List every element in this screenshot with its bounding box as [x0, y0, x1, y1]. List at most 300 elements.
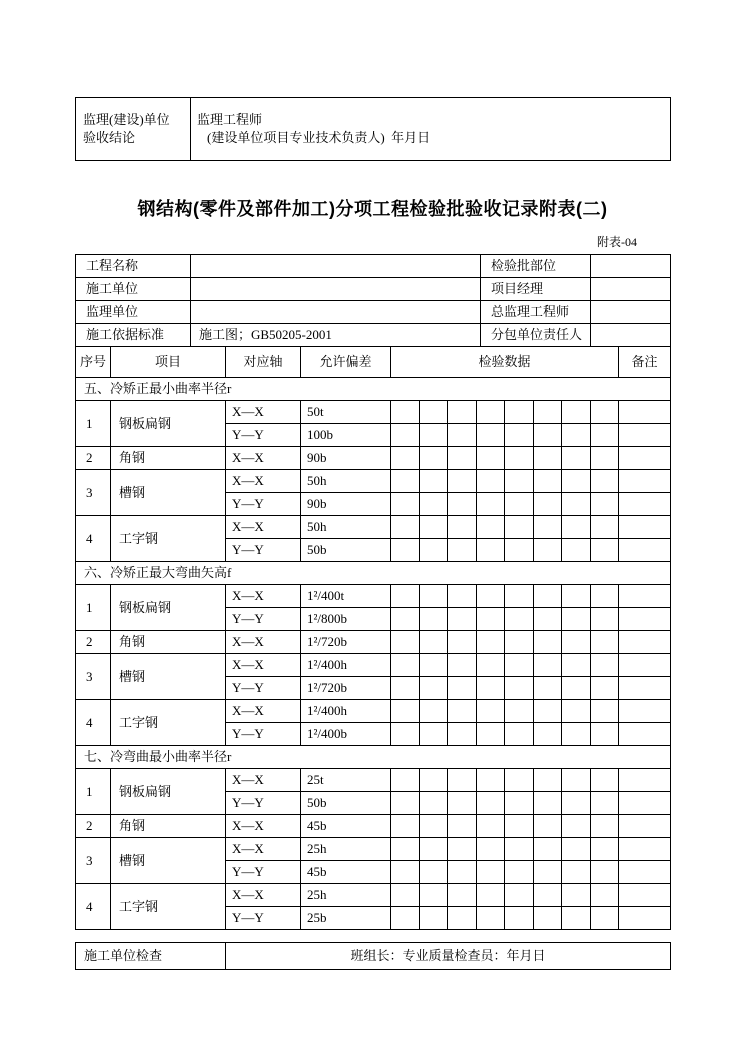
row-remark: [619, 401, 671, 424]
section-row: [76, 746, 671, 769]
inspection-data-cell: [476, 769, 505, 792]
inspection-data-cell: [590, 838, 619, 861]
inspection-data-cell: [505, 539, 534, 562]
inspection-data-cell: [505, 907, 534, 930]
row-tolerance: 45b: [301, 815, 391, 838]
row-tolerance: 45b: [301, 861, 391, 884]
row-seq: 1: [76, 401, 111, 447]
info-value: [191, 255, 481, 278]
info-row: [76, 324, 671, 347]
info-value: [191, 301, 481, 324]
inspection-data-cell: [562, 631, 591, 654]
inspection-data-cell: [476, 677, 505, 700]
row-remark: [619, 654, 671, 677]
row-remark: [619, 631, 671, 654]
row-tolerance: 90b: [301, 493, 391, 516]
inspection-data-cell: [448, 884, 477, 907]
inspection-data-cell: [533, 539, 562, 562]
info-label: 工程名称: [76, 255, 191, 278]
info-value: [591, 255, 671, 278]
inspection-data-cell: [533, 447, 562, 470]
row-tolerance: 1²/800b: [301, 608, 391, 631]
row-seq: 4: [76, 884, 111, 930]
row-remark: [619, 608, 671, 631]
inspection-data-cell: [419, 401, 448, 424]
inspection-data-cell: [562, 654, 591, 677]
data-row: [76, 769, 671, 792]
supervision-content-cell: [191, 98, 671, 161]
row-axis: X—X: [226, 585, 301, 608]
row-tolerance: 1²/400b: [301, 723, 391, 746]
inspection-data-cell: [533, 677, 562, 700]
info-value: [191, 278, 481, 301]
info-label: 施工单位: [76, 278, 191, 301]
inspection-data-cell: [448, 585, 477, 608]
inspection-data-cell: [476, 907, 505, 930]
info-row: [76, 255, 671, 278]
row-remark: [619, 861, 671, 884]
row-axis: Y—Y: [226, 723, 301, 746]
inspection-data-cell: [448, 838, 477, 861]
inspection-data-cell: [448, 608, 477, 631]
row-seq: 2: [76, 815, 111, 838]
inspection-data-cell: [476, 838, 505, 861]
row-remark: [619, 447, 671, 470]
inspection-data-cell: [590, 792, 619, 815]
info-label: 总监理工程师: [481, 301, 591, 324]
row-axis: X—X: [226, 884, 301, 907]
inspection-data-cell: [476, 539, 505, 562]
inspection-data-cell: [476, 585, 505, 608]
inspection-data-cell: [533, 401, 562, 424]
inspection-data-cell: [505, 585, 534, 608]
inspection-data-cell: [476, 631, 505, 654]
inspection-data-cell: [505, 723, 534, 746]
inspection-data-cell: [590, 654, 619, 677]
row-axis: Y—Y: [226, 608, 301, 631]
inspection-data-cell: [391, 470, 420, 493]
inspection-data-cell: [419, 585, 448, 608]
row-remark: [619, 424, 671, 447]
inspection-data-cell: [505, 631, 534, 654]
inspection-data-cell: [476, 884, 505, 907]
inspection-data-cell: [562, 677, 591, 700]
inspection-data-cell: [448, 447, 477, 470]
inspection-data-cell: [505, 861, 534, 884]
inspection-data-cell: [391, 447, 420, 470]
row-seq: 3: [76, 838, 111, 884]
row-remark: [619, 884, 671, 907]
section-row: [76, 378, 671, 401]
section-title: 五、冷矫正最小曲率半径r: [76, 378, 671, 401]
inspection-data-cell: [562, 470, 591, 493]
inspection-data-cell: [562, 792, 591, 815]
inspection-data-cell: [476, 493, 505, 516]
col-header-data: 检验数据: [391, 347, 619, 378]
footer-table: [75, 942, 671, 970]
table-header-row: [76, 347, 671, 378]
inspection-data-cell: [562, 401, 591, 424]
inspection-data-cell: [562, 539, 591, 562]
footer-label-cell: 施工单位检查: [76, 943, 226, 970]
data-row: [76, 654, 671, 677]
inspection-data-cell: [533, 723, 562, 746]
inspection-data-cell: [448, 769, 477, 792]
inspection-data-cell: [476, 700, 505, 723]
inspection-data-cell: [505, 424, 534, 447]
project-info-table: [75, 254, 671, 347]
inspection-data-cell: [590, 815, 619, 838]
inspection-data-cell: [448, 700, 477, 723]
inspection-data-cell: [448, 401, 477, 424]
data-row: [76, 585, 671, 608]
row-item: 槽钢: [111, 654, 226, 700]
row-axis: X—X: [226, 700, 301, 723]
inspection-data-cell: [562, 815, 591, 838]
inspection-data-cell: [505, 838, 534, 861]
row-axis: X—X: [226, 838, 301, 861]
row-seq: 3: [76, 654, 111, 700]
inspection-data-cell: [419, 516, 448, 539]
row-tolerance: 25h: [301, 884, 391, 907]
inspection-data-cell: [562, 424, 591, 447]
data-row: [76, 884, 671, 907]
footer-signature-cell: 班组长：专业质量检查员：年月日: [226, 943, 671, 970]
inspection-data-cell: [448, 792, 477, 815]
supervisor-engineer-line: 监理工程师: [197, 112, 263, 128]
inspection-data-cell: [590, 907, 619, 930]
row-tolerance: 25t: [301, 769, 391, 792]
inspection-data-cell: [391, 723, 420, 746]
inspection-data-cell: [391, 677, 420, 700]
row-axis: X—X: [226, 516, 301, 539]
row-axis: X—X: [226, 654, 301, 677]
inspection-data-cell: [590, 424, 619, 447]
row-tolerance: 1²/400h: [301, 700, 391, 723]
row-remark: [619, 815, 671, 838]
inspection-data-cell: [590, 884, 619, 907]
row-tolerance: 1²/400h: [301, 654, 391, 677]
inspection-data-cell: [505, 447, 534, 470]
inspection-data-cell: [419, 838, 448, 861]
inspection-data-cell: [562, 700, 591, 723]
row-axis: X—X: [226, 401, 301, 424]
inspection-data-cell: [562, 838, 591, 861]
inspection-data-cell: [448, 424, 477, 447]
inspection-data-cell: [562, 861, 591, 884]
inspection-data-cell: [505, 401, 534, 424]
inspection-data-cell: [391, 838, 420, 861]
row-tolerance: 1²/720b: [301, 631, 391, 654]
inspection-data-cell: [505, 516, 534, 539]
info-label: 监理单位: [76, 301, 191, 324]
info-label: 分包单位责任人: [481, 324, 591, 347]
inspection-data-cell: [590, 631, 619, 654]
row-seq: 4: [76, 700, 111, 746]
data-row: [76, 838, 671, 861]
inspection-data-cell: [419, 723, 448, 746]
col-header-seq: 序号: [76, 347, 111, 378]
row-remark: [619, 723, 671, 746]
row-item: 工字钢: [111, 516, 226, 562]
col-header-tolerance: 允许偏差: [301, 347, 391, 378]
row-remark: [619, 493, 671, 516]
inspection-data-cell: [391, 516, 420, 539]
inspection-data-cell: [562, 493, 591, 516]
inspection-data-cell: [419, 677, 448, 700]
inspection-data-cell: [448, 815, 477, 838]
inspection-data-cell: [391, 907, 420, 930]
inspection-data-cell: [391, 769, 420, 792]
row-tolerance: 50b: [301, 539, 391, 562]
row-tolerance: 1²/720b: [301, 677, 391, 700]
row-tolerance: 50h: [301, 516, 391, 539]
row-item: 角钢: [111, 815, 226, 838]
row-tolerance: 100b: [301, 424, 391, 447]
row-tolerance: 50b: [301, 792, 391, 815]
inspection-data-cell: [533, 424, 562, 447]
inspection-data-cell: [590, 585, 619, 608]
data-row: [76, 700, 671, 723]
inspection-data-cell: [476, 654, 505, 677]
inspection-data-cell: [419, 861, 448, 884]
inspection-data-cell: [476, 401, 505, 424]
inspection-data-cell: [448, 677, 477, 700]
row-remark: [619, 677, 671, 700]
inspection-data-cell: [590, 861, 619, 884]
row-axis: Y—Y: [226, 792, 301, 815]
inspection-data-cell: [419, 907, 448, 930]
row-seq: 1: [76, 769, 111, 815]
appendix-number: 附表-04: [597, 235, 637, 249]
inspection-data-cell: [533, 516, 562, 539]
inspection-data-cell: [562, 516, 591, 539]
main-table-body: [76, 378, 671, 930]
inspection-data-cell: [419, 884, 448, 907]
inspection-data-cell: [476, 470, 505, 493]
inspection-data-cell: [419, 608, 448, 631]
inspection-data-cell: [391, 401, 420, 424]
row-axis: Y—Y: [226, 424, 301, 447]
inspection-data-cell: [476, 608, 505, 631]
inspection-data-cell: [391, 424, 420, 447]
footer-row: [76, 943, 671, 970]
inspection-data-cell: [505, 884, 534, 907]
inspection-data-cell: [533, 585, 562, 608]
inspection-data-cell: [505, 815, 534, 838]
inspection-data-cell: [590, 401, 619, 424]
inspection-data-cell: [562, 585, 591, 608]
row-remark: [619, 516, 671, 539]
inspection-data-cell: [419, 539, 448, 562]
inspection-data-cell: [562, 608, 591, 631]
document-page: [75, 97, 670, 970]
inspection-data-cell: [419, 654, 448, 677]
inspection-data-cell: [448, 493, 477, 516]
inspection-data-cell: [448, 470, 477, 493]
info-value: 施工图；GB50205-2001: [191, 324, 481, 347]
row-axis: X—X: [226, 769, 301, 792]
inspection-data-cell: [448, 631, 477, 654]
inspection-data-cell: [476, 516, 505, 539]
inspection-data-cell: [448, 907, 477, 930]
row-remark: [619, 792, 671, 815]
row-axis: Y—Y: [226, 493, 301, 516]
row-seq: 3: [76, 470, 111, 516]
row-axis: X—X: [226, 470, 301, 493]
row-item: 槽钢: [111, 838, 226, 884]
inspection-data-cell: [448, 654, 477, 677]
inspection-data-cell: [419, 815, 448, 838]
inspection-data-cell: [391, 792, 420, 815]
inspection-data-cell: [448, 539, 477, 562]
row-remark: [619, 585, 671, 608]
inspection-data-cell: [476, 447, 505, 470]
row-item: 工字钢: [111, 700, 226, 746]
inspection-data-cell: [419, 424, 448, 447]
row-axis: Y—Y: [226, 677, 301, 700]
row-item: 槽钢: [111, 470, 226, 516]
inspection-data-cell: [590, 447, 619, 470]
row-tolerance: 50t: [301, 401, 391, 424]
row-remark: [619, 470, 671, 493]
row-axis: Y—Y: [226, 907, 301, 930]
row-seq: 2: [76, 631, 111, 654]
inspection-data-cell: [391, 654, 420, 677]
inspection-data-cell: [391, 884, 420, 907]
row-axis: X—X: [226, 631, 301, 654]
inspection-data-cell: [476, 424, 505, 447]
inspection-data-cell: [533, 470, 562, 493]
inspection-data-cell: [533, 700, 562, 723]
signature-date-line: (建设单位项目专业技术负责人) 年月日: [207, 130, 431, 145]
info-row: [76, 278, 671, 301]
inspection-data-cell: [533, 838, 562, 861]
inspection-data-cell: [391, 493, 420, 516]
inspection-data-cell: [533, 884, 562, 907]
info-label: 施工依据标准: [76, 324, 191, 347]
inspection-data-cell: [590, 700, 619, 723]
inspection-data-cell: [590, 769, 619, 792]
info-label: 项目经理: [481, 278, 591, 301]
inspection-data-cell: [533, 654, 562, 677]
section-title: 七、冷弯曲最小曲率半径r: [76, 746, 671, 769]
info-value: [591, 301, 671, 324]
row-tolerance: 25b: [301, 907, 391, 930]
supervision-label-line2: 验收结论: [83, 130, 136, 145]
row-tolerance: 50h: [301, 470, 391, 493]
row-tolerance: 25h: [301, 838, 391, 861]
row-axis: X—X: [226, 815, 301, 838]
supervision-label-cell: [76, 98, 191, 161]
inspection-data-cell: [533, 815, 562, 838]
info-value: [591, 324, 671, 347]
row-item: 工字钢: [111, 884, 226, 930]
info-row: [76, 301, 671, 324]
inspection-data-cell: [590, 677, 619, 700]
inspection-data-cell: [505, 792, 534, 815]
inspection-data-cell: [590, 470, 619, 493]
inspection-data-cell: [533, 861, 562, 884]
inspection-data-cell: [590, 723, 619, 746]
data-row: [76, 447, 671, 470]
row-item: 钢板扁钢: [111, 769, 226, 815]
row-item: 钢板扁钢: [111, 401, 226, 447]
inspection-data-cell: [590, 539, 619, 562]
inspection-data-cell: [391, 608, 420, 631]
inspection-data-cell: [448, 516, 477, 539]
supervision-label-line1: 监理(建设)单位: [83, 112, 170, 128]
row-seq: 1: [76, 585, 111, 631]
inspection-data-cell: [419, 631, 448, 654]
row-tolerance: 1²/400t: [301, 585, 391, 608]
data-row: [76, 631, 671, 654]
data-row: [76, 815, 671, 838]
row-remark: [619, 700, 671, 723]
inspection-data-cell: [391, 631, 420, 654]
inspection-data-cell: [562, 907, 591, 930]
inspection-data-cell: [476, 861, 505, 884]
row-item: 角钢: [111, 447, 226, 470]
inspection-data-cell: [391, 700, 420, 723]
inspection-data-cell: [533, 631, 562, 654]
inspection-data-cell: [533, 608, 562, 631]
inspection-data-cell: [391, 815, 420, 838]
inspection-data-cell: [505, 470, 534, 493]
inspection-data-cell: [590, 493, 619, 516]
inspection-data-cell: [505, 654, 534, 677]
inspection-data-cell: [419, 493, 448, 516]
inspection-data-cell: [391, 585, 420, 608]
inspection-data-cell: [505, 677, 534, 700]
data-row: [76, 470, 671, 493]
inspection-data-cell: [562, 884, 591, 907]
inspection-data-cell: [419, 447, 448, 470]
inspection-data-cell: [419, 700, 448, 723]
inspection-data-cell: [505, 608, 534, 631]
section-title: 六、冷矫正最大弯曲矢高f: [76, 562, 671, 585]
inspection-data-cell: [590, 516, 619, 539]
row-item: 钢板扁钢: [111, 585, 226, 631]
info-value: [591, 278, 671, 301]
row-axis: Y—Y: [226, 861, 301, 884]
inspection-data-cell: [505, 700, 534, 723]
section-row: [76, 562, 671, 585]
inspection-data-cell: [533, 792, 562, 815]
row-seq: 2: [76, 447, 111, 470]
inspection-data-cell: [562, 769, 591, 792]
row-item: 角钢: [111, 631, 226, 654]
data-row: [76, 401, 671, 424]
col-header-item: 项目: [111, 347, 226, 378]
inspection-data-cell: [476, 792, 505, 815]
row-remark: [619, 539, 671, 562]
inspection-data-cell: [533, 769, 562, 792]
col-header-remark: 备注: [619, 347, 671, 378]
inspection-data-cell: [562, 447, 591, 470]
inspection-data-cell: [391, 861, 420, 884]
row-seq: 4: [76, 516, 111, 562]
inspection-data-cell: [419, 470, 448, 493]
inspection-data-cell: [533, 907, 562, 930]
inspection-data-cell: [590, 608, 619, 631]
inspection-data-cell: [448, 723, 477, 746]
row-remark: [619, 838, 671, 861]
document-title: 钢结构(零件及部件加工)分项工程检验批验收记录附表(二): [137, 199, 608, 219]
inspection-data-cell: [505, 493, 534, 516]
row-remark: [619, 769, 671, 792]
supervision-conclusion-table: [75, 97, 671, 161]
